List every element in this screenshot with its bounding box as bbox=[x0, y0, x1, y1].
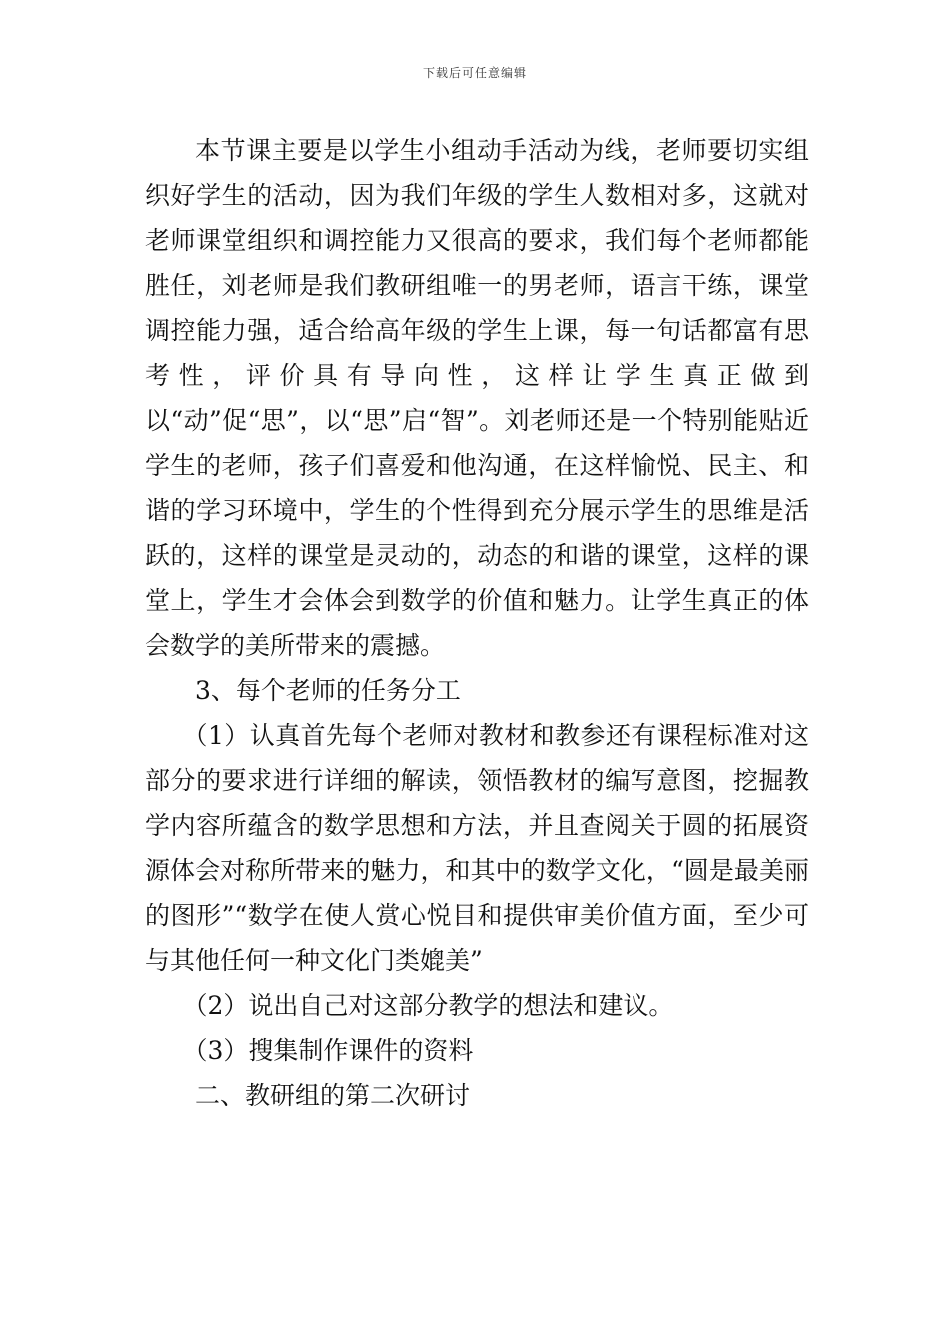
paragraph-task-2: （2）说出自己对这部分教学的想法和建议。 bbox=[182, 991, 674, 1020]
heading-task-division: 3、每个老师的任务分工 bbox=[195, 676, 461, 705]
document-body bbox=[145, 128, 809, 1118]
paragraph-teaching-summary: 本节课主要是以学生小组动手活动为线，老师要切实组织好学生的活动，因为我们年级的学生人数相对多，这就对老师课堂组织和调控能力又很高的要求，我们每个老师都能胜任，刘老师是我们教研组唯一的男老师，语言干练，课堂调控能力强，适合给高年级的学生上课，每一句话都富有思考性，评价具有导向性，这样让学生真正做到以“动”促“思”，以“思”启“智”。刘老师还是一个特别能贴近学生的老师，孩子们喜爱和他沟通，在这样愉悦、民主、和谐的学习环境中，学生的个性得到充分展示学生的思维是活跃的，这样的课堂是灵动的，动态的和谐的课堂，这样的课堂上，学生才会体会到数学的价值和魅力。让学生真正的体会数学的美所带来的震撼。 bbox=[145, 136, 809, 660]
paragraph-task-1: （1）认真首先每个老师对教材和教参还有课程标准对这部分的要求进行详细的解读，领悟教材的编写意图，挖掘教学内容所蕴含的数学思想和方法，并且查阅关于圆的拓展资源体会对称所带来的魅力，和其中的数学文化，“圆是最美丽的图形”“数学在使人赏心悦目和提供审美价值方面，至少可与其他任何一种文化门类媲美” bbox=[145, 721, 809, 975]
paragraph-task-3: （3）搜集制作课件的资料 bbox=[182, 1036, 474, 1065]
heading-second-discussion: 二、教研组的第二次研讨 bbox=[195, 1081, 471, 1110]
page-header: 下载后可任意编辑 bbox=[422, 66, 527, 80]
